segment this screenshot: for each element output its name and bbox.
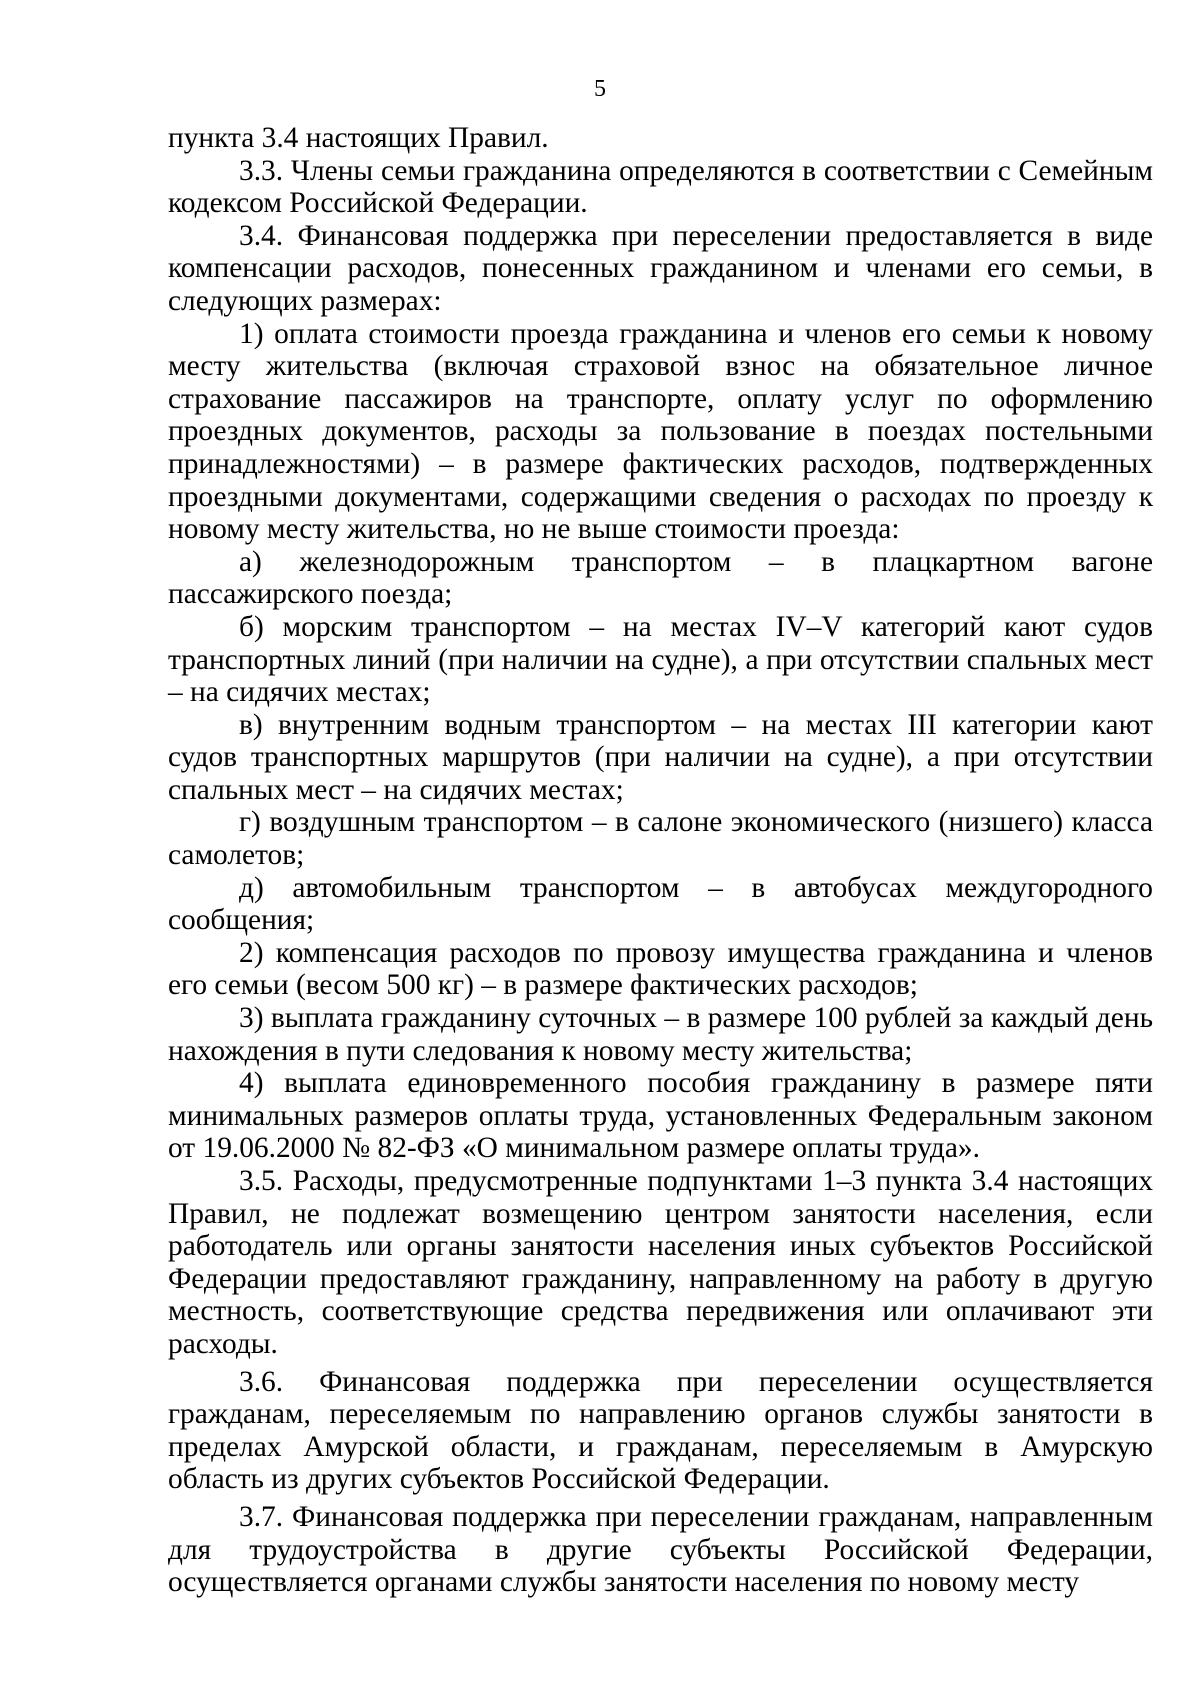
- paragraph-3-3: 3.3. Члены семьи гражданина определяются в соответствии с Семейным кодексом Российской Федерации.: [168, 154, 1153, 220]
- paragraph-3-7: 3.7. Финансовая поддержка при переселении гражданам, направленным для трудоустройства в другие субъекты Российской Федерации, осуществляется органами службы занятости населения по новому месту: [168, 1500, 1153, 1599]
- paragraph-3-4-item-1: 1) оплата стоимости проезда гражданина и членов его семьи к новому месту жительства (включая страховой взнос на обязательное личное страхование пассажиров на транспорте, оплату услуг по оформлению проездных документов, расходы за пользование в поездах постельными принадлежностями) – в размере фактических расходов, подтвержденных проездными документами, содержащими сведения о расходах по проезду к новому месту жительства, но не выше стоимости проезда:: [168, 317, 1153, 546]
- document-body: [168, 122, 1153, 1599]
- paragraph-3-6: 3.6. Финансовая поддержка при переселении осуществляется гражданам, переселяемым по направлению органов службы занятости в пределах Амурской области, и гражданам, переселяемым в Амурскую область из других субъектов Российской Федерации.: [168, 1365, 1153, 1496]
- paragraph-3-4-item-2: 2) компенсация расходов по провозу имущества гражданина и членов его семьи (весом 500 кг) – в размере фактических расходов;: [168, 936, 1153, 1002]
- paragraph-3-4-item-1b: б) морским транспортом – на местах IV–V категорий кают судов транспортных линий (при наличии на судне), а при отсутствии спальных мест – на сидячих местах;: [168, 610, 1153, 709]
- paragraph-3-4: 3.4. Финансовая поддержка при переселении предоставляется в виде компенсации расходов, понесенных гражданином и членами его семьи, в следующих размерах:: [168, 219, 1153, 317]
- paragraph-3-4-item-4: 4) выплата единовременного пособия гражданину в размере пяти минимальных размеров оплаты труда, установленных Федеральным законом от 19.06.2000 № 82-ФЗ «О минимальном размере оплаты труда».: [168, 1067, 1153, 1165]
- paragraph-3-4-item-1a: а) железнодорожным транспортом – в плацкартном вагоне пассажирского поезда;: [168, 545, 1153, 611]
- paragraph-3-4-item-3: 3) выплата гражданину суточных – в размере 100 рублей за каждый день нахождения в пути следования к новому месту жительства;: [168, 1002, 1153, 1067]
- paragraph-continuation: пункта 3.4 настоящих Правил.: [168, 122, 549, 154]
- paragraph-3-4-item-1e: д) автомобильным транспортом – в автобусах междугородного сообщения;: [168, 871, 1153, 937]
- paragraph-3-4-item-1d: г) воздушным транспортом – в салоне экономического (низшего) класса самолетов;: [168, 806, 1153, 872]
- paragraph-3-4-item-1c: в) внутренним водным транспортом – на местах III категории кают судов транспортных маршрутов (при наличии на судне), а при отсутствии спальных мест – на сидячих местах;: [168, 708, 1153, 806]
- paragraph-3-5: 3.5. Расходы, предусмотренные подпунктами 1–3 пункта 3.4 настоящих Правил, не подлежат возмещению центром занятости населения, если работодатель или органы занятости населения иных субъектов Российской Федерации предоставляют гражданину, направленному на работу в другую местность, соответствующие средства передвижения или оплачивают эти расходы.: [168, 1165, 1153, 1360]
- page-number: 5: [594, 76, 606, 102]
